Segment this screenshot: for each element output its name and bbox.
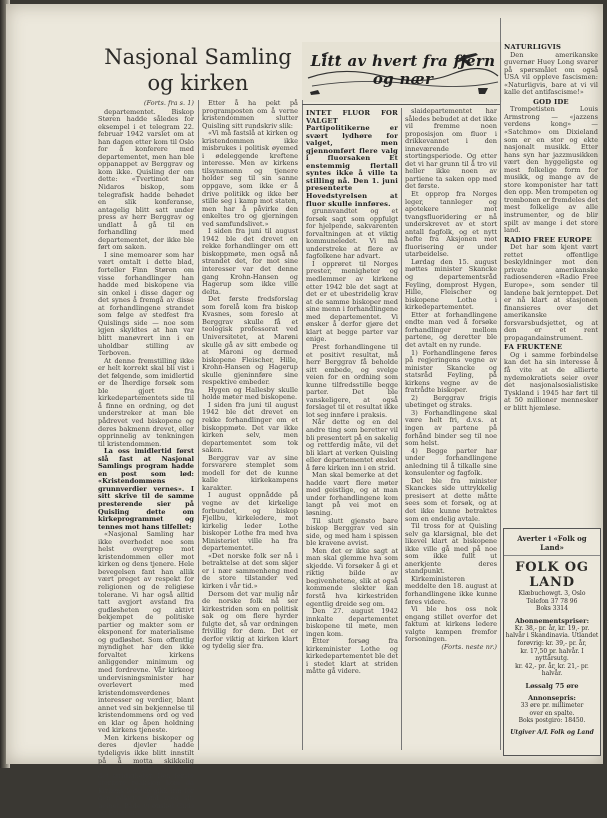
sidebar-heading: NATURLIGVIS [504,43,562,51]
ad-subheading: Løssalg 75 øre [525,681,579,690]
sidebar-text: Og i samme forbindelse kan det ha sin interesse å få vite at de allierte nydemokratiets seier over det nasjonalsosialistiske Tyskland i 1945 har ført til at 50 millioner mennesker er blitt hjemløse. [504,350,598,412]
ad-publisher: Utgiver A/L Folk og Land [510,728,594,736]
ad-subheading: Abonnementspriser: [515,616,589,625]
column-rule [198,100,199,750]
paragraph: 1) Forhandlingene føres på regjeringens vegne av minister Skancke og statsråd Feyling, på kirkens vegne av de fratrådte biskoper. [405,348,497,395]
article-column-3 [306,108,398,750]
paragraph: 3) Forhandlingene skal være helt fri, d.v.s. at ingen av partene på forhånd binder seg til noe som helst. [405,408,497,448]
paragraph: 2) Berggrav frigis ubetinget og straks. [405,393,497,410]
paragraph: Men kirkens biskoper og deres djevler hadde tydeligvis ikke blitt innstilt på å motta skikkelig samarbeid, og hele tiden var det stridigheter. Den første sterkere reaksjon kom da Kirkens ledelse gikk inn for den pålagte ånd med sin helhet. Både vi ønsket Guds og Kristi ord. [98,733,194,818]
paragraph: I siden fra juni til august 1942 ble det drevet en rekke forhandlinger om ett biskoppmøte, men også nå strandet det, for mot sine interesser var det denne gang Krohn-Hansen og Hagerup som ikke ville delta. [202,227,298,296]
ad-price-line: over en spalte. [529,709,575,717]
headline-text: Nasjonal Samling og kirken [104,45,292,95]
paragraph: Det ble fra minister Skanckes side uttrykkelig presisert at dette måtte sees som et forsøk, og at det ikke kunne betraktes som en endelig avtale. [405,476,497,523]
article-headline [98,44,298,96]
paragraph: Prest forhandlingene til et positivt resultat, må herr Berggrav få beholde sitt embede, og svelge veien for en ordning som kunne tilfredsstille begge parter. Det ble vanskeligere, at også forslaget til et resultat ikke lot seg innføre i praksis. [306,342,398,419]
fluor-section: INTET FLUOR FOR VALGET Partipolitikerne er svært lydhøre for valget, men gjennomført flere valg i fluorsaken Et enstemmig flertall syntes ikke å ville ta stilling nå. Den 1. juni presenterte Hovedstyrelsen at fluor skulle innføres. [306,109,398,208]
ad-price-line: Boks postgiro: 18450. [518,717,586,725]
paragraph: Etter å ha pekt på programposten om å verne kristendommen slutter Quisling sitt rundskriv slik: [202,99,298,130]
paragraph: I august oppnådde på vegne av det kirkelige forbundet, og biskop Fjellbu, kirkeledere, mot kirkelig leder Lothe biskoper Lothe fra med hva Ministeriet ville ha fra departementet. [202,491,298,553]
sidebar-heading: GOD IDE [533,97,569,106]
ad-price-line: kr. 17,50 pr. halvår. I nyttårsutg. [520,647,584,663]
paragraph: Til tross for at Quisling selv ga klarsignal, ble det likevel klart at biskopene ikke ville gå med på noe som ikke fullt ut anerkjente deres standpunkt. [405,522,497,576]
continuation-marker: (Forts. fra s. 1) [143,99,194,107]
sidebar-text: Den amerikanske guvernør Huey Long svarer på spørsmålet om også USA vil oppleve fascismen: «Naturligvis, bare at vi vil kalle det antifascisme!» [504,50,598,97]
ad-heading: Averter i «Folk og Land» [504,529,600,556]
paragraph: Til slutt gjensto bare biskop Berggrav ved sin side, og med ham i spissen ble kravene avvist. [306,516,398,548]
sidebar-text: Trompetisten Louis Armstrong — «jazzens verdens kong» — «Satchmo» om Dixieland som er en stor og ekte nasjonalt musikk. Etter hans syn har jazzmusikken vært den hyggeligste og mest folkelige form for musikk, og mange av de store komponister har tatt den opp. Men trompeten og trombonen er fremdeles det mest folkelige av alle instrumenter, og de blir spilt av mange i det store land. [504,105,598,235]
paragraph: Men det er ikke sagt at man skal glemme hva som skjedde. Vi forsøker å gi et riktig bilde av begivenhetene, slik at også kommende slekter kan forstå hva kirkestriden egentlig dreide seg om. [306,546,398,608]
paragraph: «Nasjonal Samling har ikke overhodet noe som helst overgrep mot kristendommen eller mot kirken og dens tjenere. Hele bevegelsen fant han allik vært preget av respekt for religionen og de religiøse tolerane. Vi har også alltid tatt avgjort avstand fra gudløsheten og aktivt bekjempet de politiske partier og makter som er eksponent for materialisme og gudløshet. Som offentlig myndighet har den ikke forvaltet kirkens anliggender minimum og med fordrevne. Vår kirkeog undervisningsminister har overlevert med kristendomsverdenes interesser og verdier, blant annet ved sin bekjennelse til kristendommens ord og ved en klar og åpen holdning ved kirkens tjeneste. [98,530,194,735]
ad-brand: FOLK OG LAND [515,560,589,590]
paragraph: Det første fredsforslag som forelå kom fra biskop Kvasnes, som foreslo at Berggrav skulle få et teologisk professorat ved Universitetet, at Marøni skulle gå av sitt embede og at Maroni og dermed biskopene Fleischer, Hille, Krohn-Hansen og Hagerup skulle gjeninnføre sine respektive embeder. [202,295,298,387]
banner-title: Litt av hvert fra fjern og nær [310,52,496,88]
section-banner [302,42,502,102]
sidebar-heading: FA FRUKTENE [504,343,563,352]
sidebar-heading: RADIO FREE EUROPE [504,235,592,244]
article-column-1 [98,99,194,818]
paragraph: 4) Begge parter har under forhandlingene anledning til å tilkalle sine konsulenter og fagfolk. [405,446,497,478]
paragraph: Når dette og en del andre ting som beretter vil bli presentert på en sakelig og rettferdig måte, vil det bli klart at verken Quisling eller departementet ønsket å føre kirken inn i en strid. [306,418,398,472]
sidebar-column [504,42,598,526]
newspaper-page [6,4,603,818]
paragraph: I siden fra juni til august 1942 ble det drevet en rekke forhandlinger om et biskoppmøte. Det var ikke kirken selv, men departementet som tok saken. [202,400,298,455]
paragraph: I opprøret til Norges prester, menigheter og medlemmer av kirkene etter 1942 ble det sagt at det er et ubestridelig krav at de samme biskoper med sine menn i forhandlingene med departementet. Vi ønsker å derfor gjøre det klart at begge parter var enige. [306,259,398,344]
ad-price-line: 33 øre pr. millimeter [520,701,584,709]
section-rule [302,104,500,105]
paragraph: Den 27. august 1942 innkalte departementet biskopene til møte, men ingen kom. [306,607,398,638]
ad-price-line: kr. 42,- pr. år, kr. 21,- pr. halvår. [515,662,589,678]
paragraph: Hygen og Hallesby skulle holde møter med biskopene. [202,385,298,402]
ad-address-line: Boks 3314 [536,605,568,613]
paragraph: La oss imidlertid først slå fast at Nasjonal Samlings program hadde en post som lød: «Kristendommens grunnverdier vernes». I sitt skrive til de samme presterende sier på Quisling dette om kirkeprogrammet og tennes mot hans tilfellet: [98,447,194,531]
article-column-4 [405,108,497,750]
paragraph: Berggrav var av sine forsvarere stemplet som modell for det de kunne kalle kirkekampens karakter. [202,453,298,492]
article-column-2 [202,100,298,750]
paragraph: Dersom det var mulig når de norske folk nå ser kirkestriden som en politisk sak og om flere hyrder fulgte det, så var ordningen frivillig for dem. Det er derfor viktig at kirken klart og tydelig sier fra. [202,589,298,651]
paragraph: departementet. Biskop Støren hadde således for eksempel i et telegram 22. februar 1942 varslet om at han dagen etter kom til Oslo for å konferere med departementet, men han ble oppanappet av Berggrav og kom ikke. Quisling der om dette: «Tvertimot har Nidaros biskop, som telegrafisk hadde behødet en slik konferanse, antagelig blitt satt under press av herr Berggrav og undlatt å gå til en forhandling med departementet, der ikke ble ført om saken. [98,107,194,252]
paragraph: Man skal bemerke at det hadde vært flere møter med geistlige, og at man under forhandlingene kom langt på vei mot en løsning. [306,471,398,517]
continued-next-issue: (Forts. neste nr.) [441,642,497,651]
paragraph: I sine memoarer som har vært omtalt i dette blad, forteller Finn Støren om visse forhandlinger han hadde med biskopene via sin onkel i disse dager og det synes å fremgå av disse at forhandlingene strandet som følge av stedfest fra Quislings side — noe som igjen skyldtes at han var blitt manøvrert inn i en uholdbar stilling av Terboven. [98,250,194,358]
paragraph: slaidepartementet har således bebudet at det ikke vil fremme noen proposisjon om fluor i drikkevannet i den inneværende stortingsperiode. Og etter det vi har grunn til å tro vil heller ikke noen av partiene ta saken opp med det første. [405,107,497,191]
paragraph: Etter forsøg fra kirkeminister Lothe og kirkedepartementet ble det i stedet klart at striden måtte gå videre. [306,637,398,676]
ad-price-line: Kr. 38,- pr. år, kr. 19,- pr. [514,624,590,632]
column-rule [302,100,303,750]
column-rule [401,108,402,750]
paragraph: Et opprop fra Norges leger, tannleger og apotekere mot tvangsfluoridering er nå underskrevet av et stort antall fagfolk, og et nytt hefte fra Aksjonen mot fluorisering er under utarbeidelse. [405,190,497,259]
paragraph: «Vi må fastslå at kirken og kristendommen ikke misbrukes i politisk øyemed i ødeleggende kreftene interesse. Men av kirkens tilsynsmenn og tjenere holder seg til sin sanne oppgave, som ikke er å drive politikk og ikke bør stille seg i kamp mot staten, men har å påvirke den enkeltes tro og gjerningen ved samfundslivet.» [202,129,298,228]
paragraph: grunnvandtet og et forsøk sagt som oppfulgt for hjelpende, sakvarenten forvaltningen at et viktig kommuneledet. Vi må understreke at flere av fagfolkene har advart. [306,207,398,261]
paragraph: Kirkeministeren meddelte den 18. august at forhandlingene ikke kunne føres videre. [405,574,497,606]
paragraph: Etter at forhandlingene endte man ved å forsøke forhandlinger mellom partene, og deretter ble det avtalt en ny runde. [405,310,497,349]
sidebar-text: Det har som kjent vært rettet offentlige beskyldninger mot den private amerikanske radiosenderen «Radio Free Europe», som sender til landene bak jernteppet. Det er nå klart at stasjonen finansieres over det amerikanske forsvarsbudsjettet, og at den er et rent propagandainstrument. [504,243,598,342]
column-rule [500,18,501,750]
paragraph: «Det norske folk ser nå i betraktelse at det som skjer er i nær sammenheng med de store tilstander ved kirken i vår tid.» [202,551,298,590]
ad-address-line: Klæbuchowgt. 3, Oslo [518,590,586,597]
ad-price-line: forøvrig: kr. 39,- pr. år, [517,639,587,647]
ad-subheading: Annonsepris: [528,693,576,702]
ad-price-line: halvår i Skandinavia. Utlandet [505,632,599,640]
paragraph: At denne fremstilling ikke er helt korrekt skal bli vist i det følgende, som imidlertid er de Iherdige forsøk som ble gjort fra kirkedepartementets side til å finne en ordning, og det understreker at man ble pådrevet ved biskopene og deres bakmenn drevet, eller opprinnelig av tenkningen til kristendommen. [98,356,194,448]
advertisement-box [503,528,601,756]
ad-address-line: Telefon 37 78 96 [526,597,578,605]
paragraph: Lørdag den 15. august møttes minister Skancke og departementsråd Feyling, domprost Hygen, Hille, Fleischer og biskopene Lothe i kirkedepartementet. [405,257,497,312]
paragraph: Vi ble hos oss nok engang stillet overfor det faktum at kirkens ledere valgte kampen fremfor forsoningen. [405,605,497,644]
